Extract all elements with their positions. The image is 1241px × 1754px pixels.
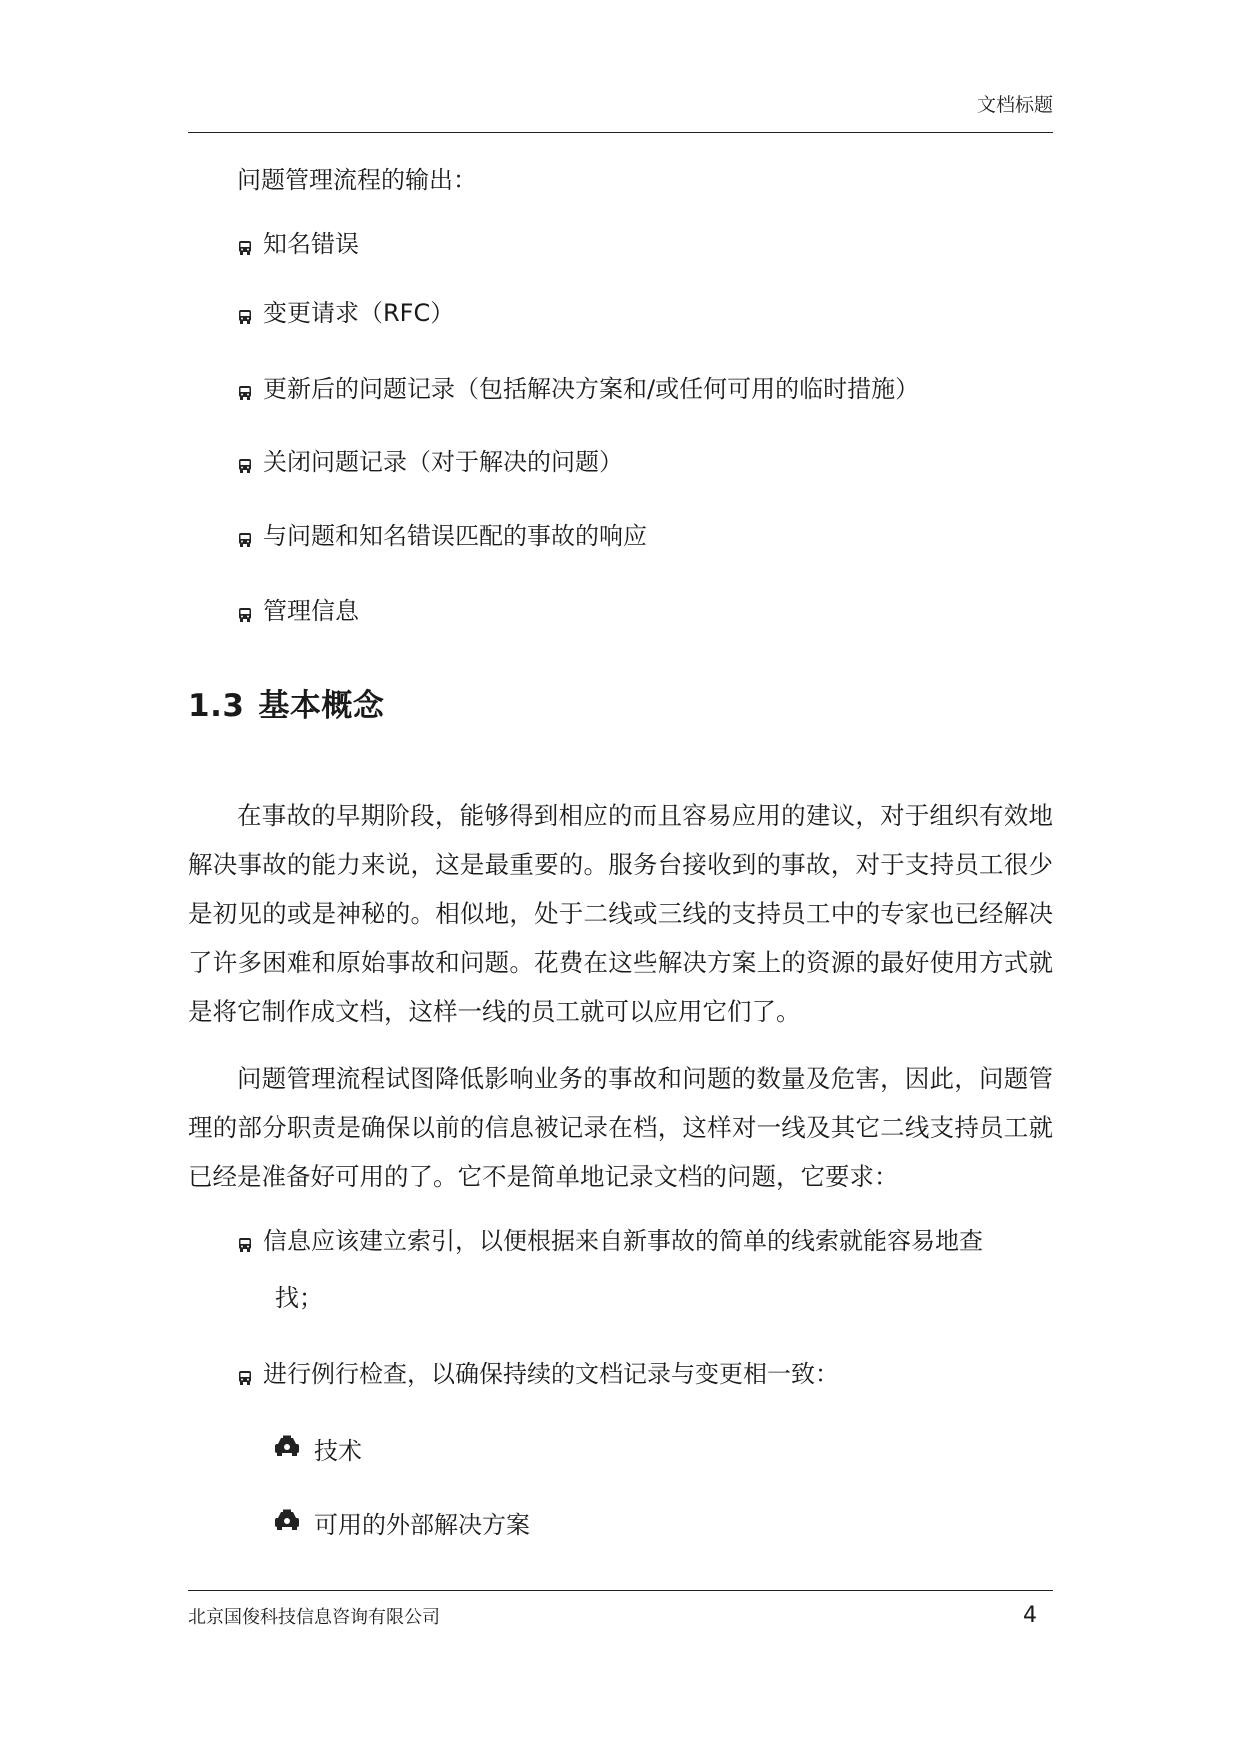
footer-rule (188, 1590, 1053, 1591)
list-item-text: 更新后的问题记录（包括解决方案和/或任何可用的临时措施） (263, 375, 920, 403)
sub-list-item (274, 1505, 530, 1540)
header-title: 文档标题 (976, 94, 1053, 116)
list-item-text: 知名错误 (263, 230, 359, 258)
bus-icon (237, 301, 263, 325)
list-item (237, 595, 359, 627)
outputs-label: 问题管理流程的输出： (237, 166, 477, 194)
section-heading (188, 680, 384, 725)
list-item (237, 520, 647, 552)
bus-icon (237, 599, 263, 623)
list-item (237, 373, 919, 405)
list-item-text: 与问题和知名错误匹配的事故的响应 (263, 522, 647, 550)
list-item (237, 228, 359, 260)
bus-icon (237, 232, 263, 256)
header-rule (188, 132, 1053, 133)
list-item (237, 1358, 839, 1390)
sub-list-item (274, 1431, 362, 1466)
sub-list-item-text: 技术 (314, 1437, 362, 1465)
list-item (237, 1225, 983, 1257)
section-title: 基本概念 (258, 688, 385, 724)
section-number: 1.3 (188, 688, 245, 724)
bus-icon (237, 450, 263, 474)
list-item-text: 关闭问题记录（对于解决的问题） (263, 448, 623, 476)
list-item-text: 管理信息 (263, 597, 359, 625)
list-item-text: 进行例行检查，以确保持续的文档记录与变更相一致： (263, 1360, 839, 1388)
bus-icon (237, 1362, 263, 1386)
paragraph: 在事故的早期阶段，能够得到相应的而且容易应用的建议，对于组织有效地解决事故的能力来说，这是最重要的。服务台接收到的事故，对于支持员工很少是初见的或是神秘的。相似地，处于二线或三线的支持员工中的专家也已经解决了许多困难和原始事故和问题。花费在这些解决方案上的资源的最好使用方式就是将它制作成文档，这样一线的员工就可以应用它们了。 (188, 801, 1053, 1026)
list-item-text: 变更请求（RFC） (263, 299, 455, 327)
list-item (237, 446, 623, 478)
page-number: 4 (1023, 1603, 1037, 1628)
bus-icon (237, 1229, 263, 1253)
bus-icon (237, 524, 263, 548)
list-item-text: 信息应该建立索引，以便根据来自新事故的简单的线索就能容易地查 (263, 1227, 983, 1255)
taxi-icon (274, 1435, 314, 1463)
bus-icon (237, 377, 263, 401)
list-item-continuation: 找； (275, 1284, 323, 1312)
paragraph: 问题管理流程试图降低影响业务的事故和问题的数量及危害，因此，问题管理的部分职责是确保以前的信息被记录在档，这样对一线及其它二线支持员工就已经是准备好可用的了。它不是简单地记录文档的问题，它要求： (188, 1064, 1053, 1191)
list-item (237, 297, 454, 329)
taxi-icon (274, 1509, 314, 1537)
sub-list-item-text: 可用的外部解决方案 (314, 1511, 530, 1539)
footer-company: 北京国俊科技信息咨询有限公司 (188, 1607, 440, 1628)
